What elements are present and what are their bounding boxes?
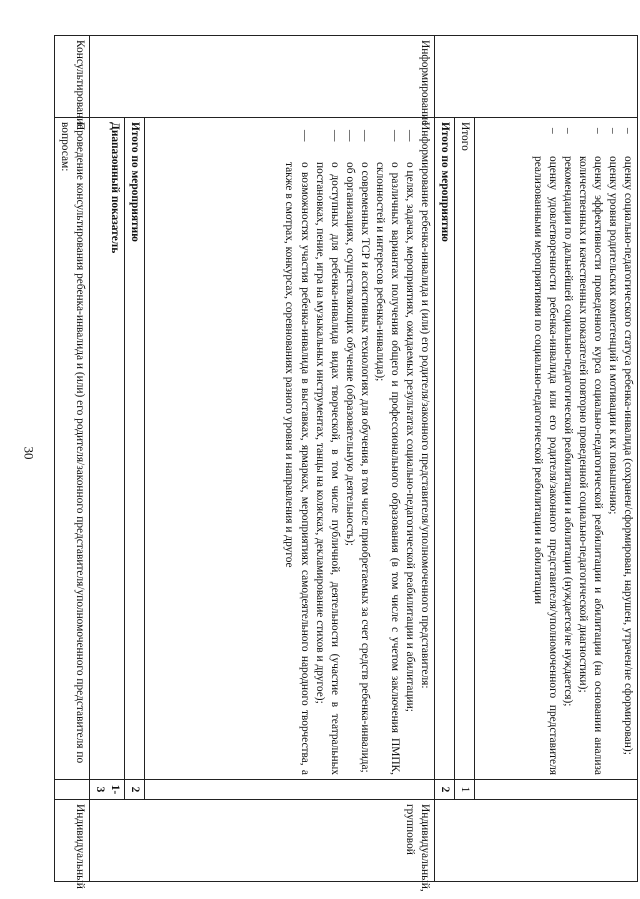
list-item: – рекомендации по дальнейшей социально-педагогической реабилитации и абилитации (нуждается/не нуждается);: [560, 122, 575, 775]
section-name-informing: Информирование: [89, 36, 434, 118]
rotated-table-sheet: [58, 35, 638, 892]
itogo-value: 1: [454, 780, 474, 800]
itogo-meropr-value: 2: [434, 780, 454, 800]
list-item: — о целях, задачах, мероприятиях, ожидаемых результатах социально-педагогической реабилитации и абилитации;: [402, 122, 417, 775]
table-row: [144, 36, 434, 882]
assessment-list: [530, 122, 635, 775]
itogo-meropr-value: 2: [124, 780, 144, 800]
rehab-table: [54, 35, 638, 892]
list-item: – оценку уровня родительских компетенций и мотивации к их повышению;: [605, 122, 620, 775]
name-cell-empty: [434, 36, 637, 118]
table-row: [434, 36, 454, 882]
list-item: — о доступных для ребенка-инвалида видах творческой, в том числе публичной, деятельности (участие в театральных постановках, пение, игра на музыкальных инструментах, танцы на колясках, декламирование стихов и другое);: [312, 122, 342, 775]
list-item: – оценку эффективности проведенного курса социально-педагогической реабилитации и абилитации (на основании анализа количественных и качественных показателей повторно проведенной социально-педагогической диагностики);: [575, 122, 605, 775]
itogo-meropr-label: Итого по мероприятию: [434, 118, 454, 780]
range-label: Диапазонный показатель: [89, 118, 124, 780]
table-row: [475, 36, 638, 882]
assessment-list-cell: [475, 118, 638, 780]
consulting-description: Проведение консультирования ребенка-инвалида и (или) его родителя/законного представителя/уполномоченного представителя по вопросам:: [54, 118, 89, 780]
form-value-group: Индивидуальный, групповой: [89, 800, 434, 882]
list-item: – оценку удовлетворенности ребенка-инвалида или его родителя/законного представителя/уполномоченного представителя реализованными мероприятиями по социально-педагогической реабилитации и абилитации: [530, 122, 560, 775]
form-value-individual: Индивидуальный: [54, 800, 89, 882]
itogo-meropr-label: Итого по мероприятию: [124, 118, 144, 780]
table-row: [454, 36, 474, 882]
list-item: — о современных ТСР и ассистивных технологиях для обучения, в том числе приобретаемых за счет средств ребенка-инвалида;: [357, 122, 372, 775]
itogo-label: Итого: [454, 118, 474, 780]
table-row: [124, 36, 144, 882]
list-item: — об организациях, осуществляющих обучение (образовательную деятельность);: [342, 122, 357, 775]
form-cell-empty: [434, 800, 637, 882]
range-value: 1-3: [89, 780, 124, 800]
informing-intro: Информирование ребенка-инвалида и (или) его родителя/законного представителя/уполномоченного представителя:: [418, 122, 431, 689]
page-number: 30: [21, 446, 37, 460]
section-name-consulting: Консультирование: [54, 36, 89, 118]
list-item: — о различных вариантах получения общего и профессионального образования (в том числе с учетом заключения ПМПК, склонностей и интересов ребенка-инвалида);: [372, 122, 402, 775]
table-row: [54, 36, 89, 882]
informing-description-cell: [144, 118, 434, 780]
list-item: – оценку социально-педагогического статуса ребенка-инвалида (сохранен/сформирован, нарушен, утрачен/не сформирован);: [620, 122, 635, 775]
table-row: [89, 36, 124, 882]
count-cell-empty: [144, 780, 434, 800]
list-item: — о возможностях участия ребенка-инвалида в выставках, ярмарках, мероприятиях самодеятельного народного творчества, а также в смотрах, конкурсах, соревнованиях разного уровня и направления и другое: [281, 122, 311, 775]
count-cell-empty: [54, 780, 89, 800]
count-cell-empty: [475, 780, 638, 800]
